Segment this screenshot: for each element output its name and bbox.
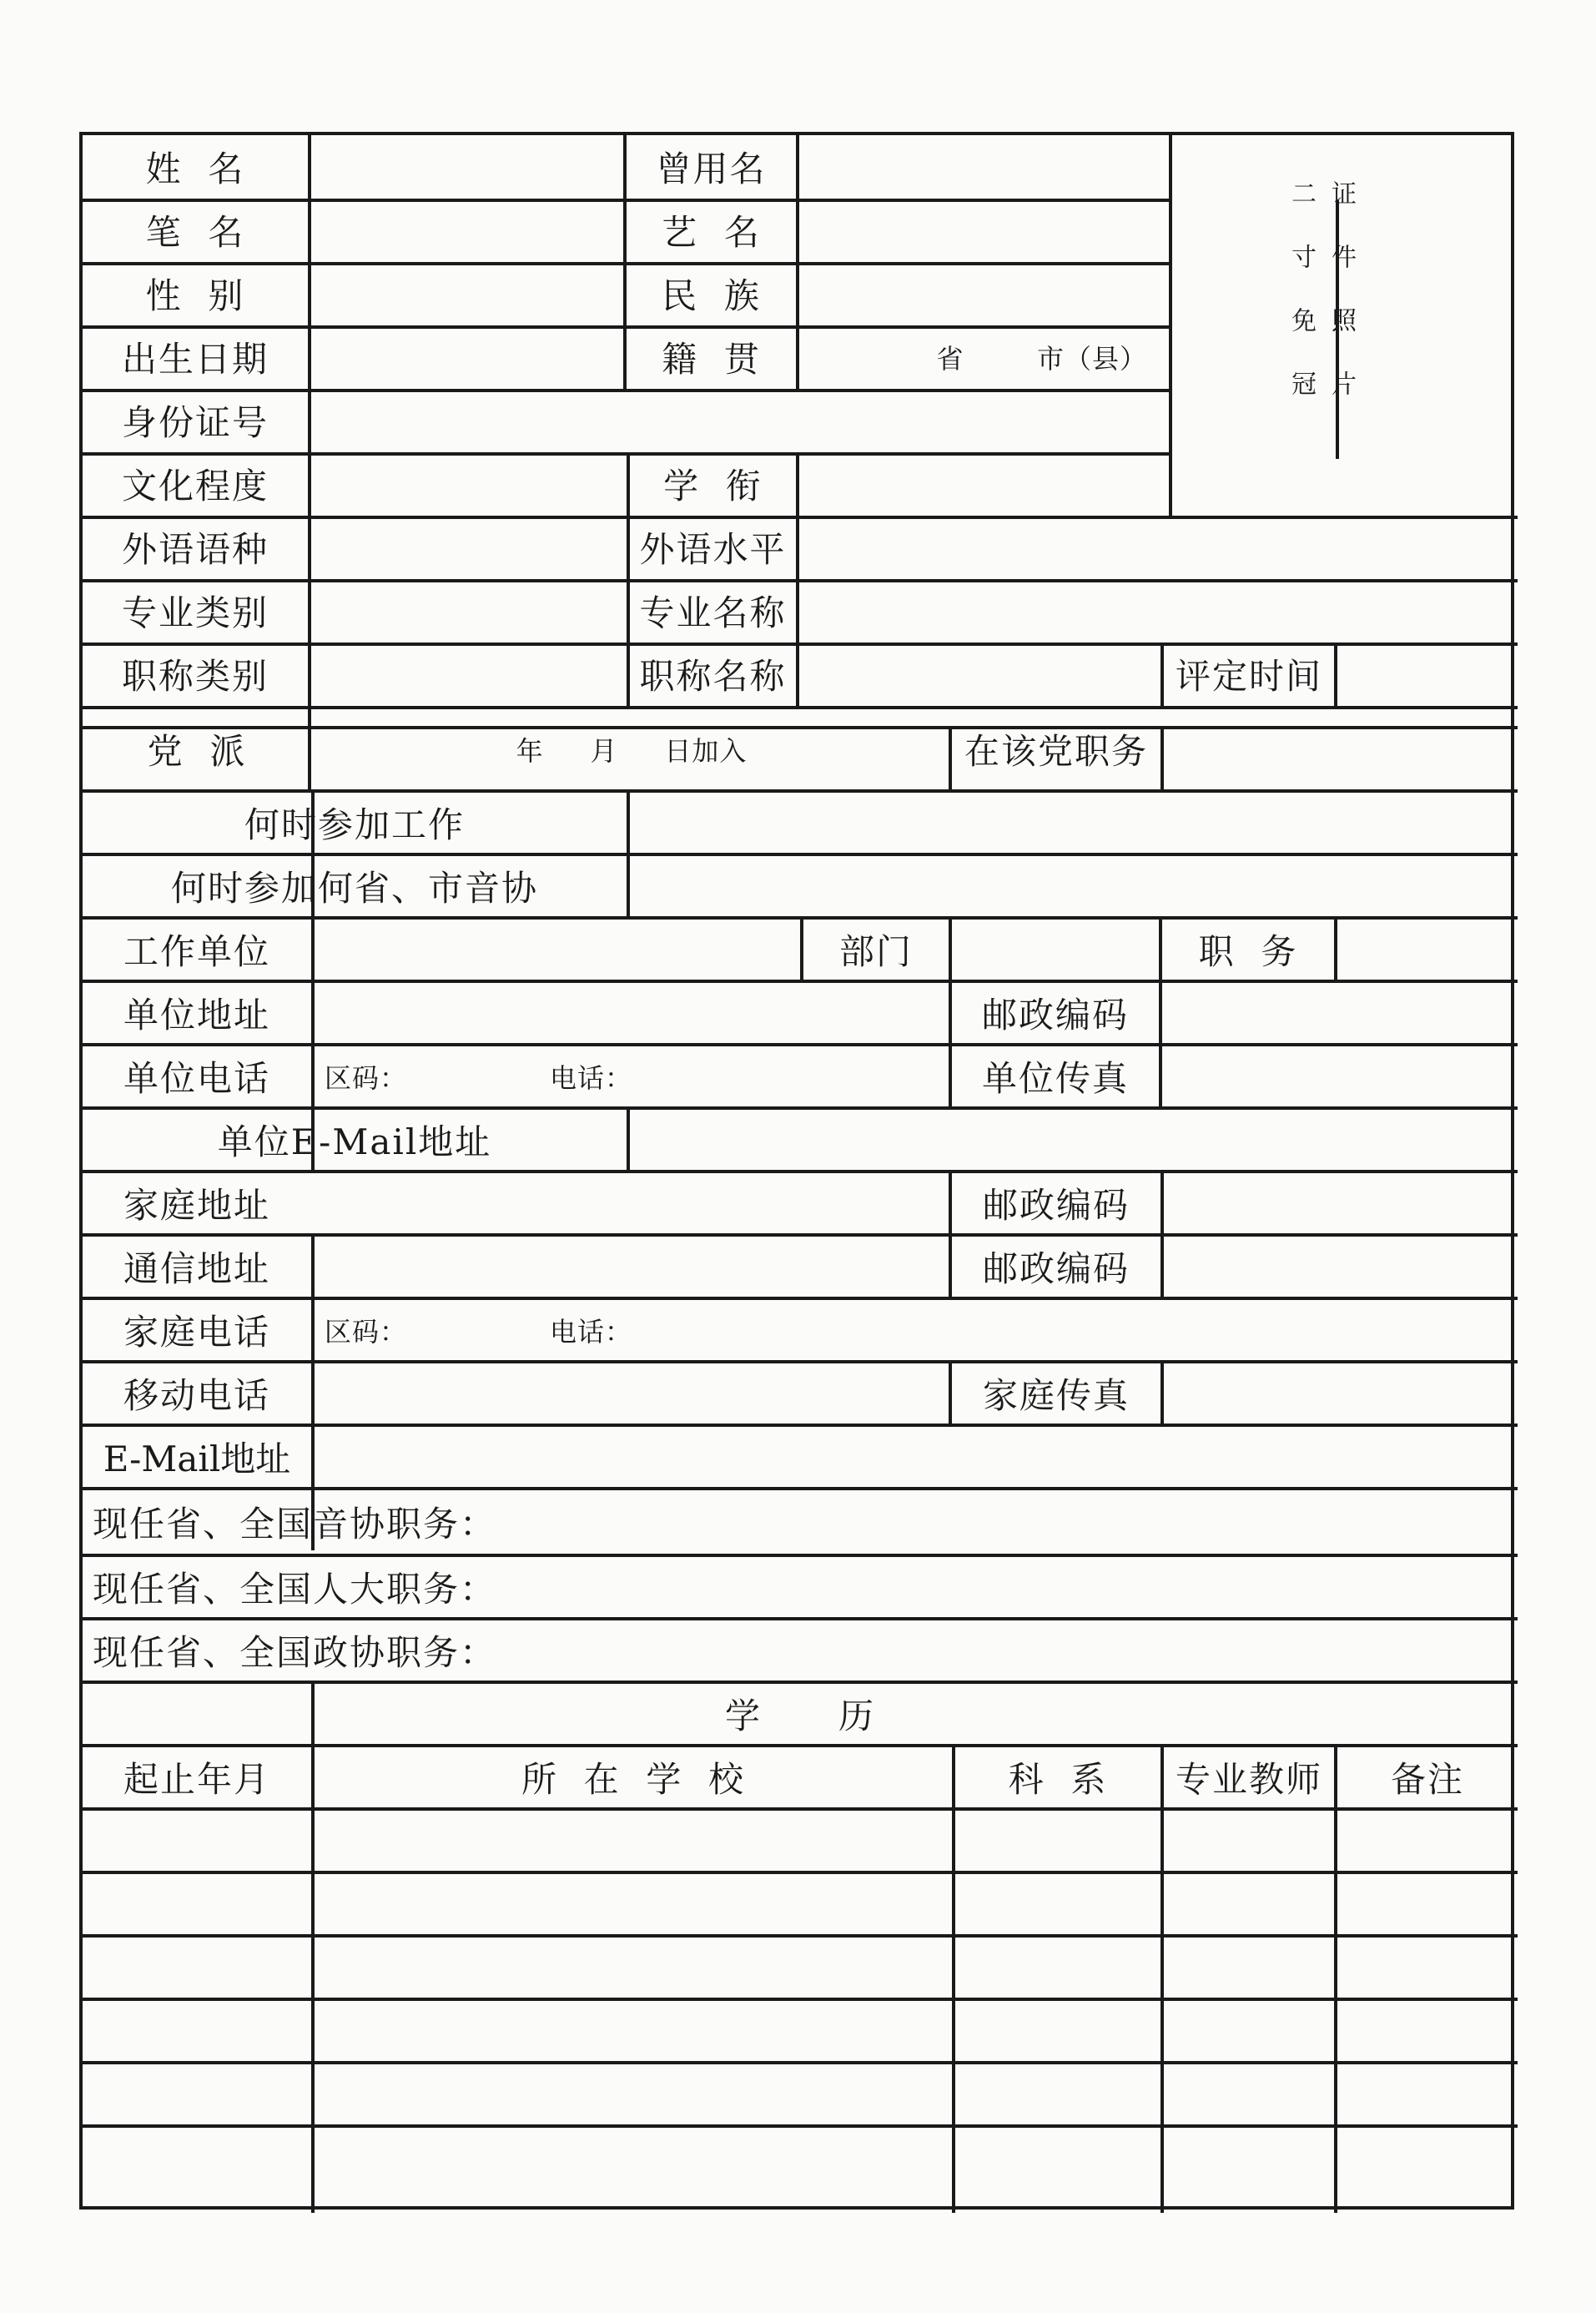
email-field[interactable]: [315, 1427, 1518, 1487]
education-level-label: 文化程度: [121, 466, 269, 506]
unit-phone-number[interactable]: 电话：: [550, 1062, 633, 1094]
evaluation-time-field[interactable]: [1337, 642, 1518, 706]
birth-date-label: 出生日期: [121, 339, 269, 380]
unit-email-field[interactable]: [630, 1110, 1518, 1170]
title-name-label: 职称名称: [639, 656, 787, 697]
photo-caption-type: 证件照片: [1327, 180, 1356, 434]
mailing-postal-code-label: 邮政编码: [982, 1248, 1130, 1289]
mailing-address-label: 通信地址: [123, 1248, 270, 1289]
former-name-label: 曾用名: [656, 149, 767, 189]
unit-postal-code-label: 邮政编码: [981, 995, 1129, 1036]
unit-email-label: 单位E-Mail地址: [217, 1121, 492, 1162]
gender-label: 性 别: [145, 275, 245, 316]
music-assoc-join-field[interactable]: [630, 856, 1518, 916]
home-fax-field[interactable]: [1164, 1363, 1518, 1424]
language-level-label: 外语水平: [639, 529, 787, 570]
music-assoc-join-label: 何时参加何省、市音协: [170, 868, 538, 909]
title-name-field[interactable]: [799, 642, 1160, 706]
work-unit-label: 工作单位: [123, 931, 270, 972]
home-postal-code-field[interactable]: [1164, 1173, 1518, 1233]
work-start-field[interactable]: [630, 793, 1518, 853]
home-phone-area-code[interactable]: 区码：: [325, 1316, 408, 1348]
party-join-date-field[interactable]: 年 月 日加入: [516, 735, 748, 767]
party-position-field[interactable]: [1164, 709, 1518, 789]
native-place-label: 籍 贯: [662, 339, 761, 380]
pen-name-field[interactable]: [311, 199, 623, 262]
foreign-language-label: 外语语种: [121, 529, 269, 570]
home-fax-label: 家庭传真: [982, 1375, 1130, 1416]
edu-header-notes: 备注: [1390, 1759, 1464, 1800]
position-field[interactable]: [1337, 920, 1518, 980]
mailing-postal-code-field[interactable]: [1164, 1237, 1518, 1297]
edu-header-period: 起止年月: [123, 1759, 270, 1800]
foreign-language-field[interactable]: [311, 516, 627, 579]
name-field[interactable]: [311, 135, 623, 199]
title-category-label: 职称类别: [121, 656, 269, 697]
gender-field[interactable]: [311, 262, 623, 325]
npc-post-field[interactable]: 现任省、全国人大职务：: [93, 1569, 497, 1610]
cppcc-post-field[interactable]: 现任省、全国政协职务：: [93, 1632, 497, 1673]
academic-degree-label: 学 衔: [663, 466, 763, 506]
photo-caption-size: 二寸免冠: [1286, 180, 1316, 434]
mobile-phone-field[interactable]: [315, 1363, 949, 1424]
music-assoc-post-field[interactable]: 现任省、全国音协职务：: [93, 1504, 497, 1545]
mobile-phone-label: 移动电话: [123, 1375, 270, 1416]
former-name-field[interactable]: [799, 135, 1169, 199]
name-label: 姓 名: [145, 149, 245, 189]
ethnicity-field[interactable]: [799, 262, 1169, 325]
edu-header-school: 所 在 学 校: [521, 1759, 746, 1800]
id-number-label: 身份证号: [121, 402, 269, 443]
ethnicity-label: 民 族: [662, 275, 761, 316]
education-level-field[interactable]: [311, 452, 627, 516]
major-category-field[interactable]: [311, 579, 627, 642]
home-phone-label: 家庭电话: [123, 1312, 270, 1353]
id-number-field[interactable]: [311, 389, 1169, 452]
stage-name-field[interactable]: [799, 199, 1169, 262]
position-label: 职 务: [1198, 931, 1298, 972]
edu-header-teacher: 专业教师: [1175, 1759, 1322, 1800]
department-field[interactable]: [952, 920, 1159, 980]
unit-phone-label: 单位电话: [123, 1058, 270, 1099]
home-address-label: 家庭地址: [123, 1185, 270, 1226]
photo-box[interactable]: [1172, 135, 1514, 516]
table-row[interactable]: [83, 1938, 1518, 1998]
academic-degree-field[interactable]: [799, 452, 1169, 516]
unit-fax-field[interactable]: [1162, 1046, 1518, 1106]
stage-name-label: 艺 名: [662, 212, 761, 253]
unit-postal-code-field[interactable]: [1162, 983, 1518, 1043]
major-category-label: 专业类别: [121, 592, 269, 633]
table-row[interactable]: [83, 1811, 1518, 1871]
unit-address-label: 单位地址: [123, 995, 270, 1036]
unit-address-field[interactable]: [315, 983, 949, 1043]
home-phone-number[interactable]: 电话：: [550, 1316, 633, 1348]
home-address-field[interactable]: [315, 1173, 949, 1233]
table-row[interactable]: [83, 2001, 1518, 2061]
language-level-field[interactable]: [799, 516, 1518, 579]
education-title: 学 历: [724, 1696, 876, 1736]
unit-phone-area-code[interactable]: 区码：: [325, 1062, 408, 1094]
edu-header-department: 科 系: [1008, 1759, 1108, 1800]
work-start-label: 何时参加工作: [244, 804, 465, 845]
table-row[interactable]: [83, 2128, 1518, 2206]
major-name-label: 专业名称: [639, 592, 787, 633]
pen-name-label: 笔 名: [145, 212, 245, 253]
native-place-city-suffix: 市（县）: [1036, 343, 1147, 375]
unit-fax-label: 单位传真: [981, 1058, 1129, 1099]
registration-form: [79, 132, 1514, 2210]
home-postal-code-label: 邮政编码: [982, 1185, 1130, 1226]
evaluation-time-label: 评定时间: [1175, 656, 1322, 697]
party-label: 党 派: [147, 731, 247, 772]
table-row[interactable]: [83, 2064, 1518, 2124]
mailing-address-field[interactable]: [315, 1237, 949, 1297]
birth-date-field[interactable]: [311, 325, 623, 389]
title-category-field[interactable]: [311, 642, 627, 706]
major-name-field[interactable]: [799, 579, 1518, 642]
department-label: 部门: [838, 931, 913, 972]
work-unit-field[interactable]: [315, 920, 800, 980]
native-place-province-suffix: 省: [936, 343, 964, 375]
email-label: E-Mail地址: [103, 1439, 291, 1479]
table-row[interactable]: [83, 1874, 1518, 1934]
party-position-label: 在该党职务: [964, 731, 1148, 772]
